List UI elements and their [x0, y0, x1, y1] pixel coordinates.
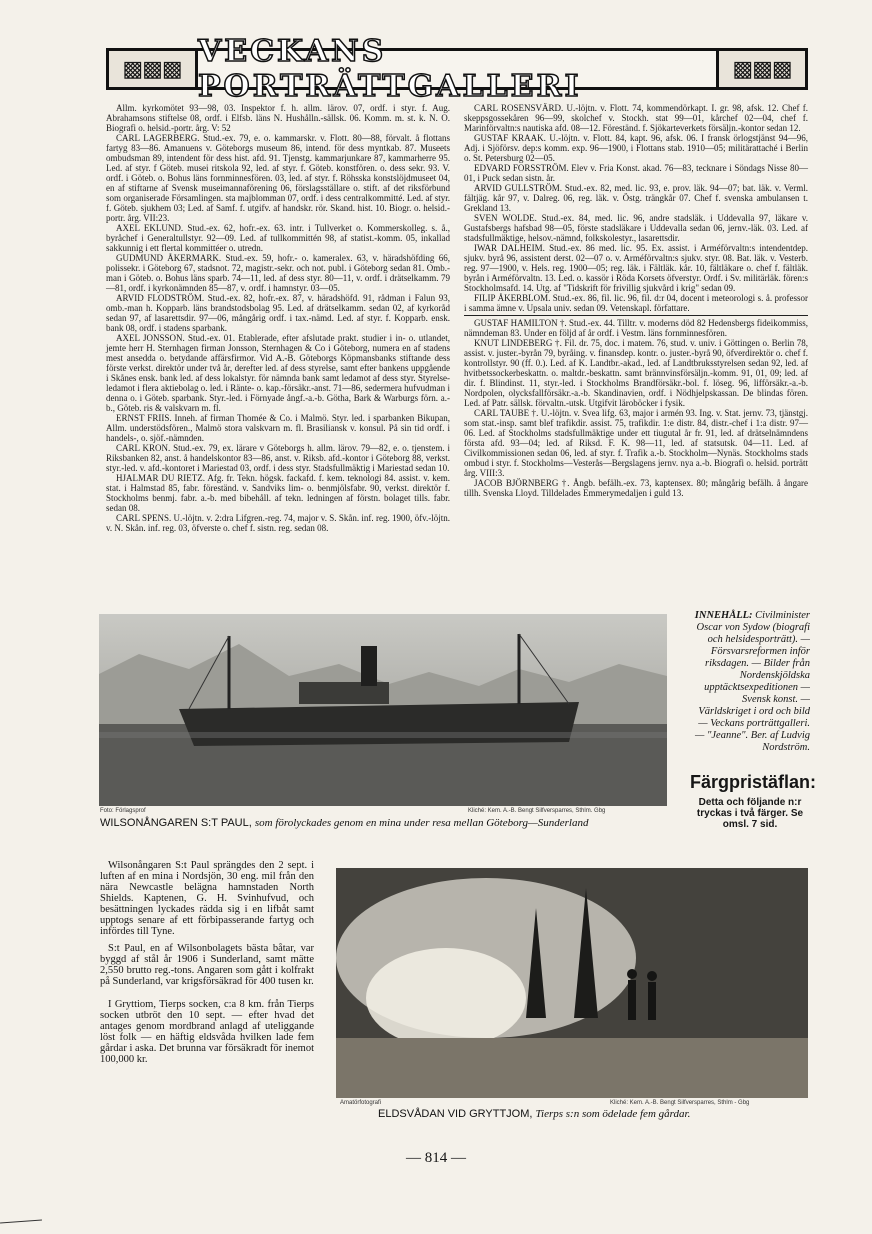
contents-box — [690, 610, 810, 754]
steamship-illustration — [99, 614, 667, 806]
ornament-left: ▩▩▩ — [109, 51, 198, 87]
article-paragraph: I Gryttiom, Tierps socken, c:a 8 km. från Tierps socken utbröt den 10 sept. — efter hvad det antages genom mordbrand anlagd af uteliggande löst folk — en häftig eldsvåda hvilken lade fem gårdar i aska. Det brunna var försäkradt för inemot 100,000 kr. — [100, 999, 314, 1065]
bio-entry: HJALMAR DU RIETZ. Afg. fr. Tekn. högsk. fackafd. f. kem. teknologi 84. assist. v. kem. stat. i Halmstad 85, fabr. föreständ. v. Sandviks lim- o. benmjölsfabr. 90, verkst. direktör f. Stockholms benmj. fabr. a.-b. med bibehåll. af tekn. ledningen af förstn. bolaget tills. fabr. sedan 08. — [106, 473, 450, 513]
photo-credit: Kliché: Kem. A.-B. Bengt Silfversparres, Sthlm. Gbg — [468, 808, 606, 814]
color-contest-title: Färgpristäflan: — [690, 772, 817, 792]
photo-credit: Kliché: Kem. A.-B. Bengt Silfversparres, Sthlm - Gbg — [610, 1100, 750, 1106]
obituary-entry: GUSTAF HAMILTON †. Stud.-ex. 44. Tilltr. v. moderns död 82 Hedensbergs fideikommiss, nämndeman 83. Under en följd af år ordf. i Vestm. läns fornminnesfören. — [464, 315, 808, 338]
bio-entry: EDVARD FORSSTRÖM. Elev v. Fria Konst. akad. 76—83, tecknare i Söndags Nisse 80—01, i Puck sedan sistn. år. — [464, 163, 808, 183]
color-contest-text: Detta och följande n:r tryckas i två färger. Se omsl. 7 sid. — [696, 797, 804, 830]
bio-entry: IWAR DALHEIM. Stud.-ex. 86 med. lic. 95. Ex. assist. i Arméförvaltn:s intendentdep. sjukv. byrå 96, assistent derst. 02—07 o. v. Arméförvaltn:s sjukv. styr. 08. Bat. läk. v. Vesterb. reg. 97—1900, v. Hels. reg. 1900—05; reg. läk. i Fältläk. kår. 10, fältläkare o. chef f. fältläk. byrån i Arméförvaltn. 13. Led. o. kassör i Röda Korsets öfverstyr. Ordf. i Sv. militärläk. fören:s Stockholmsafd. 14. Utg. af "Tidskrift för frivillig sjukvård i krig" sedan 09. — [464, 243, 808, 293]
bio-entry: AXEL JONSSON. Stud.-ex. 01. Etablerade, efter afslutade prakt. studier i in- o. utlandet, jemte herr H. Sternhagen firman Jonsson, Sternhagen & Co i Göteborg, numera en af stadens mest ansedda o. betydande affärsfirmor. Vid A.-B. Göteborgs Köpmansbanks stiftande dess förste verkst. direktör under två år, derefter led. af dess styrelse, samt efter bankens uppgående i Skånes ensk. bank led. af dess lokalstyr. för nämnda bank samt ledamot af dess styr. Styrelse-ledamot i flera aktiebolag o. led. i Ränte- o. kap.-försäkr.-anst. 71—86, sedermera hufvudman i denna o. i Göteb. sparbank. Styr.-led. i Förnyade ångf.-a.-b. Götha, Bark & Warburgs förn. a.-b., Göteb. ris & valskvarn m. fl. — [106, 333, 450, 413]
bio-entry: CARL KRON. Stud.-ex. 79, ex. lärare v Göteborgs h. allm. lärov. 79—82, e. o. tjenstem. i Riksbanken 82, anst. å handelskontor 83—86, anst. v. Riksb. afd.-kontor i Göteborg 88, verkst. styr.-led. v. afd.-kontoret i Mariestad 03, ordf. i dess styr. Stadsfullmäktig i Mariestad sedan 10. — [106, 443, 450, 473]
person-silhouette — [648, 982, 656, 1020]
article-text — [100, 860, 314, 1071]
column-left — [106, 103, 450, 533]
ground — [336, 1038, 808, 1098]
margin-mark — [0, 1220, 42, 1224]
photo-caption — [100, 817, 588, 829]
fire-photo — [336, 868, 808, 1098]
reflection — [99, 732, 667, 738]
caption-text: som förolyckades genom en mina under resa mellan Göteborg—Sunderland — [254, 817, 589, 829]
bio-entry: Allm. kyrkomötet 93—98, 03. Inspektor f. h. allm. lärov. 07, ordf. i styr. f. Aug. Abrahamsons stiftelse 08, ordf. i Elfsb. läns N. Hushålln.-sällsk. 06. Komm. m. st. k. N. O. Biografi o. helsid.-portr. årg. V: 52 — [106, 103, 450, 133]
sidebar — [690, 610, 817, 830]
person-head — [627, 969, 637, 979]
photo-credit: Amatörfotografi — [340, 1100, 382, 1106]
bio-entry: CARL SPENS. U.-löjtn. v. 2:dra Lifgren.-reg. 74, major v. S. Skån. inf. reg. 1900, öfv.-löjtn. v. N. Skån. inf. reg. 03, öfverste o. chef f. sistn. reg. sedan 08. — [106, 513, 450, 533]
contents-label: INNEHÅLL: — [694, 610, 753, 621]
bio-entry: CARL LAGERBERG. Stud.-ex. 79, e. o. kammarskr. v. Flott. 80—88, förvalt. å flottans fartyg 83—86. Amanuens v. Göteborgs museum 86, intend. för dess myntkab. 87. Museets ombudsman 89, intendent för dess hist. afd. 91. Tjenstg. kammarjunkare 87, kammarherre 95. Led. af styr. f Göteb. musei ritskola 92, led. af styr. f. Göteb. konstfören. o. dess sekr. 93. V. ordf. i Göteb. o. Bohus läns fornminnesfören. 03, led. af styr. f. Röhsska konstslöjdmuseet 04, en af stiftarne af Svensk museimannaförening 06, förslagsställare o. stift. af det riksförbund som organiserade Församlingen. sta majblomman 07, ordf. i dess centralkommitté. Led. af styr. f. Göteb. sjukhem 03; Led. af Samf. f. utgifv. af handskr. rör. Skand. hist. 10. Biogr. o. helsid.-portr. årg. VII:23. — [106, 133, 450, 223]
photo-credit: Foto: Förlagsprof — [100, 808, 146, 814]
bio-entry: ARVID FLODSTRÖM. Stud.-ex. 82, hofr.-ex. 87, v. häradshöfd. 91, rådman i Falun 93, omb.-man h. Kopparb. läns brandstodsbolag 95. Led. af drätselkamm. sedan 02, af kyrkoråd sedan 97, af lasarettsdir. 97—06, mångårig ordf. i tax.-nämd. Led. af styr. f. Kopparb. ensk. bank 08, ordf. i stadens sparbank. — [106, 293, 450, 333]
ship-hull — [179, 702, 579, 746]
obituary-entry: CARL TAUBE †. U.-löjtn. v. Svea lifg. 63, major i armén 93. Ing. v. Stat. jernv. 73, tjänstgj. som stat.-insp. samt blef trafikdir. assist. 75, trafikdir. 1:e distr. 84, distr.-chef i 1:a distr. 97—06. Led. af Stockholms stadsfullmäktige under ett tiugutal år fr. 91, led. af drätselnämndens första afd. 93—04; led. af Riksd. F. K. 98—11, led. af statsutsk. 04—11. Led. af Civilkommissionen sedan 06, led. af styr. f. Trafik a.-b. Stockholm—Nynäs. Stockholms stads ombud i styr. f. Stockholms—Vesterås—Bergslagens jernv. nya a.-b. Biografi o. helsid. porträtt årg. VIII:3. — [464, 408, 808, 478]
obituary-entry: JACOB BJÖRNBERG †. Ångb. befälh.-ex. 73, kaptensex. 80; mångårig befälh. å ångare tillh. Svenska Lloyd. Tilldelades Emmerymedaljen i guld 13. — [464, 478, 808, 498]
bio-entry: ARVID GULLSTRÖM. Stud.-ex. 82, med. lic. 93, e. prov. läk. 94—07; bat. läk. v. Verml. fältjäg. kår 97, v. Dalreg. 06, reg. läk. v. Östg. trängkår 07. Chef f. svenska ambulansen t. Grekland 13. — [464, 183, 808, 213]
caption-lead: WILSONÅNGAREN S:T PAUL, — [100, 817, 252, 829]
ship-funnel — [361, 646, 377, 686]
bio-entry: CARL ROSENSVÄRD. U.-löjtn. v. Flott. 74, kommendörkapt. I. gr. 98, afsk. 12. Chef f. skeppsgossekåren 96—99, skolchef v. Stockh. stat 99—01, kårchef 02—04, chef f. Marinförvaltn:s nautiska afd. 08—12. Föreständ. f. Sjökarteverkets försäljn.-kontor sedan 12. — [464, 103, 808, 133]
fire-flames — [366, 948, 526, 1048]
bio-entry: ERNST FRIIS. Inneh. af firman Thomée & Co. i Malmö. Styr. led. i sparbanken Bikupan, Allm. understödsfören., Malmö stora valskvarn m. fl. Brasiliansk v. konsul. På sin tid ordf. i handels-, o. sjöf.-nämnden. — [106, 413, 450, 443]
caption-lead: ELDSVÅDAN VID GRYTTJOM, — [378, 1108, 533, 1120]
person-head — [647, 971, 657, 981]
caption-text: Tierps s:n som ödelade fem gårdar. — [535, 1108, 691, 1120]
photo-caption — [378, 1108, 690, 1120]
steamship-photo — [99, 614, 667, 806]
bio-entry: GUSTAF KRAAK. U.-löjtn. v. Flott. 84, kapt. 96, afsk. 06. I fransk örlogstjänst 94—96, Adj. i Sjöförsv. dep:s komm. exp. 96—1900, i Flottans stab. 1910—05; militärattaché i Berlin o. St. Petersburg 02—05. — [464, 133, 808, 163]
bio-entry: AXEL EKLUND. Stud.-ex. 62, hofr.-ex. 63. intr. i Tullverket o. Kommerskolleg. s. å., byråchef i Generaltullstyr. 92—09. Led. af tullkommittén 98, af statist.-komm. 05, inkallad sakkunnig i ett flertal kommittéer o. utredn. — [106, 223, 450, 253]
ornament-right: ▩▩▩ — [716, 51, 805, 87]
bio-entry: SVEN WOLDE. Stud.-ex. 84, med. lic. 96, andre stadsläk. i Uddevalla 97, läkare v. Gustafsbergs hafsbad 98—05, förste stadsläkare i Uddevalla sedan 06, jernv.-läk. 03. Led. af stadsfullmäktige, helsov.-nämnd, folkskolestyr., lasarettsdir. — [464, 213, 808, 243]
column-right — [464, 103, 808, 498]
masthead — [106, 34, 808, 104]
person-silhouette — [628, 980, 636, 1020]
bio-entry: FILIP ÅKERBLOM. Stud.-ex. 86, fil. lic. 96, fil. d:r 04, docent i meteorologi s. å. professor i samma ämne v. Upsala univ. sedan 09. Vetenskapl. författare. — [464, 293, 808, 313]
article-paragraph: Wilsonångaren S:t Paul sprängdes den 2 sept. i luften af en mina i Nordsjön, 30 eng. mil från den nära Newcastle belägna hamnstaden North Shields. Kaptenen, G. H. Svinhufvud, och besättningen lyckades rädda sig i en lifbåt samt upptogs senare af ett förbipasserande fartyg och infördes till Tyne. — [100, 860, 314, 937]
contents-text: Civilminister Oscar von Sydow (biografi och helsidesporträtt). — Försvarsreformen inför riksdagen. — Bilder från Nordenskjöldska upptäcktsexpeditionen — Svensk konst. — Världskriget i ord och bild — Veckans porträttgalleri. — "Jeanne". Ber. af Ludvig Nordström. — [695, 610, 810, 753]
obituary-entry: KNUT LINDEBERG †. Fil. dr. 75, doc. i matem. 76, stud. v. univ. i Göttingen o. Berlin 78, assist. v. juster.-byrån 79, byråing. v. finansdep. kontr. o. juster.-byrå 90, öfverdirektör o. chef f. kontrollstyr. 90 (ff. 0.). Led. af K. Landtbr.-akad., led. af Landtbruksstyrelsen sedan 92, led. af hvitbetssockerbeskattn. o. maltdr.-beskattn. samt brännvinsförsäljn.-komm. 91, 01, 09; led. af dir. f. Blindinst. 11, styr.-led. i Stockholms Brandförsäkr.-bol. f. löseg. 96, lifförsäkr.-a.-b. Nordpolen, olycksfallförsäkr.-a.-b. Skandinavien, ordf. i Nödhjelpskassan. De blindas fören. Led. af Patr. sällsk. förvaltn.-utsk. Utgifvit läroböcker i fysik. — [464, 338, 808, 408]
bio-entry: GUDMUND ÅKERMARK. Stud.-ex. 59, hofr.- o. kameralex. 63, v. häradshöfding 66, polissekr. i Göteborg 67, stadsnot. 72, magistr.-sekr. och not. publ. i Göteborg sedan 81. Omb.-man i Göteb. o. Bohus läns sparb. 74—11, led. af dess styr. 80—11, v. ordf. i drätselkamm. 79—81, ordf. i kyrkonämnden 85—87, v. ordf. i hamnstyr. 03—05. — [106, 253, 450, 293]
page-number: — 814 — — [406, 1150, 466, 1166]
page-title: VECKANS PORTRÄTTGALLERI — [198, 34, 582, 104]
article-paragraph: S:t Paul, en af Wilsonbolagets bästa båtar, var byggd af stål år 1906 i Sunderland, samt mätte 2,550 brutto reg.-tons. Angaren som gått i kolfrakt på Sunderland, var krigsförsäkrad för 400 tusen kr. — [100, 943, 314, 987]
fire-illustration — [336, 868, 808, 1098]
